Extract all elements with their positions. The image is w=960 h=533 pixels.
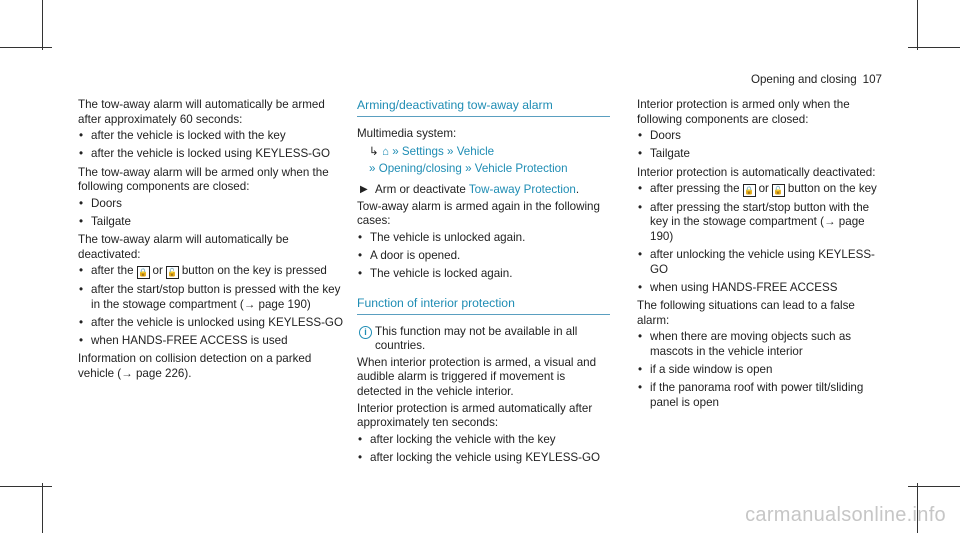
- list-item: • if a side window is open: [637, 363, 889, 378]
- paragraph: The following situations can lead to a false alarm:: [637, 299, 855, 327]
- middle-column: [357, 98, 610, 469]
- crop-mark: [0, 47, 52, 48]
- crop-mark: [908, 486, 960, 487]
- menu-path: [369, 143, 610, 177]
- chevron-icon: »: [447, 145, 454, 159]
- paragraph: Interior protection is armed automatically after approximately ten seconds:: [357, 401, 593, 430]
- list-item: • after the vehicle is locked using KEYLESS-GO: [78, 147, 350, 162]
- chevron-icon: »: [369, 162, 376, 176]
- section-heading: Function of interior protection: [357, 296, 610, 315]
- menu-vehicle: Vehicle: [456, 145, 495, 159]
- crop-mark: [908, 47, 960, 48]
- list-item: • The vehicle is unlocked again.: [357, 231, 610, 246]
- bullet-list: [78, 129, 350, 162]
- paragraph: The tow-away alarm will automatically be deactivated:: [78, 233, 289, 261]
- page-number: 107: [862, 73, 882, 86]
- list-item: • after the start/stop button is pressed with the key in the stowage compartment (→ page 190): [78, 283, 350, 312]
- list-item: • if the panorama roof with power tilt/sliding panel is open: [637, 381, 889, 410]
- list-item: • after unlocking the vehicle using KEYLESS-GO: [637, 248, 889, 277]
- lock-key-icon: 🔒: [138, 268, 149, 278]
- bullet-list: [357, 433, 610, 466]
- menu-opening-closing: Opening/closing: [378, 162, 462, 176]
- bullet-list: [637, 330, 889, 410]
- list-item: • A door is opened.: [357, 249, 610, 264]
- menu-vehicle-protection: Vehicle Protection: [474, 162, 568, 176]
- chevron-icon: »: [392, 145, 399, 159]
- list-item: • after locking the vehicle using KEYLESS-GO: [357, 451, 610, 466]
- chevron-icon: »: [465, 162, 472, 176]
- paragraph: The tow-away alarm will automatically be armed after approximately 60 seconds:: [78, 98, 325, 126]
- menu-settings: Settings: [401, 145, 444, 159]
- list-item: • when there are moving objects such as mascots in the vehicle interior: [637, 330, 889, 359]
- list-item: • Tailgate: [78, 215, 350, 230]
- paragraph: Tow-away alarm is armed again in the following cases:: [357, 199, 600, 228]
- list-item: • after pressing the start/stop button with the key in the stowage compartment (→ page 190): [637, 201, 889, 245]
- list-item: • Doors: [637, 129, 889, 144]
- info-icon: i: [359, 326, 372, 339]
- lock-key-icon: 🔒: [744, 186, 755, 196]
- tow-away-protection-link: Tow-away Protection: [468, 183, 576, 197]
- paragraph: Interior protection is armed only when the following components are closed:: [637, 98, 850, 126]
- watermark: carmanualsonline.info: [745, 504, 946, 526]
- list-item: • when using HANDS-FREE ACCESS: [637, 281, 889, 296]
- paragraph: Information on collision detection on a parked vehicle (→ page 226).: [78, 352, 312, 380]
- crop-mark: [42, 483, 43, 533]
- paragraph: Interior protection is automatically deactivated:: [637, 165, 876, 179]
- list-item: • after the 🔒 or 🔓 button on the key is pressed: [78, 264, 350, 279]
- left-column: [78, 98, 350, 383]
- list-item: • when HANDS-FREE ACCESS is used: [78, 334, 350, 349]
- unlock-key-icon: 🔓: [773, 186, 784, 196]
- bullet-list: [78, 197, 350, 230]
- right-column: [637, 98, 889, 414]
- paragraph: Multimedia system:: [357, 126, 457, 140]
- list-item: • Doors: [78, 197, 350, 212]
- action-arrow-icon: ▶: [360, 184, 368, 196]
- bullet-list: [78, 264, 350, 348]
- crop-mark: [917, 0, 918, 50]
- paragraph: When interior protection is armed, a visual and audible alarm is triggered if movement is detected in the vehicle interior.: [357, 355, 597, 398]
- list-item: • after the vehicle is locked with the key: [78, 129, 350, 144]
- section-heading: Arming/deactivating tow-away alarm: [357, 98, 610, 117]
- crop-mark: [42, 0, 43, 50]
- list-item: • after the vehicle is unlocked using KEYLESS-GO: [78, 316, 350, 331]
- list-item: • Tailgate: [637, 147, 889, 162]
- list-item: • The vehicle is locked again.: [357, 267, 610, 282]
- bullet-list: [637, 182, 889, 295]
- bullet-list: [637, 129, 889, 162]
- menu-arrow-icon: ↳: [369, 145, 379, 159]
- unlock-key-icon: 🔓: [167, 268, 178, 278]
- list-item: • after locking the vehicle with the key: [357, 433, 610, 448]
- info-note: i This function may not be available in all countries.: [357, 325, 610, 354]
- crop-mark: [0, 486, 52, 487]
- paragraph: The tow-away alarm will be armed only when the following components are closed:: [78, 165, 329, 194]
- bullet-list: [357, 231, 610, 282]
- action-step: ▶ Arm or deactivate Tow-away Protection.: [360, 183, 580, 197]
- list-item: • after pressing the 🔒 or 🔓 button on the key: [637, 182, 889, 197]
- section-title: Opening and closing: [750, 73, 857, 86]
- home-icon: ⌂: [381, 145, 389, 159]
- running-header: [751, 73, 882, 86]
